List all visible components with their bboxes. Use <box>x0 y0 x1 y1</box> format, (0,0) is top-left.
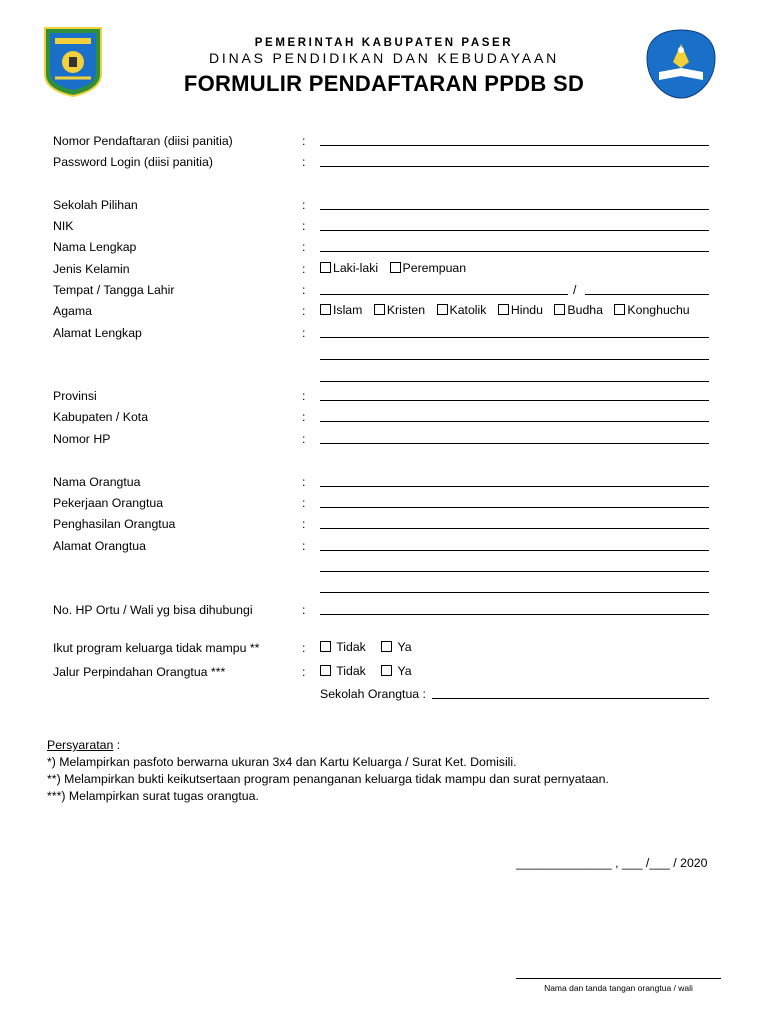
colon: : <box>302 496 306 510</box>
sekolah-orangtua-field[interactable] <box>432 698 709 699</box>
colon: : <box>302 539 306 553</box>
requirements-section <box>47 737 609 805</box>
field-label: No. HP Ortu / Wali yg bisa dihubungi <box>53 603 253 617</box>
gender-male-option[interactable]: Laki-laki <box>320 261 378 275</box>
colon: : <box>302 665 306 679</box>
row-alamat-lengkap <box>0 324 768 344</box>
agama-kristen-option[interactable]: Kristen <box>374 303 425 317</box>
field-label: Pekerjaan Orangtua <box>53 496 164 510</box>
row-alamat-orangtua <box>0 537 768 557</box>
row-agama <box>0 302 768 322</box>
colon: : <box>302 517 306 531</box>
hp-orangtua-field[interactable] <box>320 614 709 615</box>
checkbox[interactable] <box>381 665 392 676</box>
program-options <box>320 640 420 654</box>
signature-line[interactable] <box>516 978 721 979</box>
checkbox[interactable] <box>614 304 625 315</box>
row-jalur-perpindahan <box>0 663 768 683</box>
agama-options <box>320 303 698 317</box>
jalur-ya-option[interactable]: Ya <box>381 664 411 678</box>
row-kabupaten <box>0 408 768 428</box>
signature-caption: Nama dan tanda tangan orangtua / wali <box>544 983 693 993</box>
alamat-lengkap-field-3[interactable] <box>320 381 709 382</box>
colon: : <box>302 603 306 617</box>
checkbox[interactable] <box>381 641 392 652</box>
colon: : <box>302 283 306 297</box>
date-line[interactable]: ______________ , ___ /___ / 2020 <box>516 856 708 870</box>
row-nama-orangtua <box>0 473 768 493</box>
colon: : <box>302 304 306 318</box>
row-sekolah-orangtua <box>0 685 768 705</box>
row-program-keluarga <box>0 639 768 659</box>
row-password-login <box>0 153 768 173</box>
row-nama-lengkap <box>0 238 768 258</box>
colon: : <box>302 475 306 489</box>
row-alamat-lengkap-2 <box>0 346 768 366</box>
jalur-tidak-option[interactable]: Tidak <box>320 664 366 678</box>
agama-konghuchu-option[interactable]: Konghuchu <box>614 303 689 317</box>
checkbox[interactable] <box>498 304 509 315</box>
row-nomor-pendaftaran <box>0 132 768 152</box>
kabupaten-paser-logo <box>43 26 103 98</box>
colon: : <box>302 262 306 276</box>
gender-options <box>320 261 474 275</box>
field-label: Nama Lengkap <box>53 240 137 254</box>
row-alamat-orangtua-3 <box>0 579 768 599</box>
form-title: FORMULIR PENDAFTARAN PPDB SD <box>183 71 585 96</box>
row-provinsi <box>0 387 768 407</box>
agama-budha-option[interactable]: Budha <box>554 303 603 317</box>
kabupaten-field[interactable] <box>320 421 709 422</box>
government-name: PEMERINTAH KABUPATEN PASER <box>254 37 514 49</box>
password-login-field[interactable] <box>320 166 709 167</box>
nik-field[interactable] <box>320 230 709 231</box>
row-sekolah-pilihan <box>0 196 768 216</box>
alamat-orangtua-field-2[interactable] <box>320 571 709 572</box>
program-ya-option[interactable]: Ya <box>381 640 411 654</box>
field-label: Jalur Perpindahan Orangtua *** <box>53 665 226 679</box>
nomor-pendaftaran-field[interactable] <box>320 145 709 146</box>
checkbox[interactable] <box>437 304 448 315</box>
alamat-orangtua-field-1[interactable] <box>320 550 709 551</box>
checkbox[interactable] <box>554 304 565 315</box>
agama-katolik-option[interactable]: Katolik <box>437 303 487 317</box>
field-label: Ikut program keluarga tidak mampu ** <box>53 641 260 655</box>
agama-hindu-option[interactable]: Hindu <box>498 303 543 317</box>
field-label: Password Login (diisi panitia) <box>53 155 213 169</box>
field-label: NIK <box>53 219 74 233</box>
field-label: Alamat Orangtua <box>53 539 146 553</box>
sekolah-orangtua-label: Sekolah Orangtua : <box>320 687 426 701</box>
sekolah-pilihan-field[interactable] <box>320 209 709 210</box>
gender-female-option[interactable]: Perempuan <box>390 261 467 275</box>
ttl-separator: / <box>573 283 577 297</box>
program-tidak-option[interactable]: Tidak <box>320 640 366 654</box>
penghasilan-orangtua-field[interactable] <box>320 528 709 529</box>
colon: : <box>302 240 306 254</box>
checkbox[interactable] <box>320 665 331 676</box>
field-label: Tempat / Tangga Lahir <box>53 283 175 297</box>
row-pekerjaan-orangtua <box>0 494 768 514</box>
pekerjaan-orangtua-field[interactable] <box>320 507 709 508</box>
field-label: Provinsi <box>53 389 97 403</box>
colon: : <box>302 410 306 424</box>
alamat-orangtua-field-3[interactable] <box>320 592 709 593</box>
tut-wuri-handayani-logo <box>645 28 717 100</box>
requirement-item: *) Melampirkan pasfoto berwarna ukuran 3x4 dan Kartu Keluarga / Surat Ket. Domisili. <box>47 755 517 769</box>
field-label: Nomor Pendaftaran (diisi panitia) <box>53 134 233 148</box>
row-hp-orangtua <box>0 601 768 621</box>
row-tempat-tanggal-lahir <box>0 281 768 301</box>
colon: : <box>302 219 306 233</box>
field-label: Sekolah Pilihan <box>53 198 138 212</box>
row-alamat-lengkap-3 <box>0 368 768 388</box>
nama-lengkap-field[interactable] <box>320 251 709 252</box>
checkbox[interactable] <box>320 641 331 652</box>
field-label: Jenis Kelamin <box>53 262 130 276</box>
requirement-item: **) Melampirkan bukti keikutsertaan program penanganan keluarga tidak mampu dan surat pernyataan. <box>47 772 609 786</box>
department-name: DINAS PENDIDIKAN DAN KEBUDAYAAN <box>208 50 559 66</box>
alamat-lengkap-field-2[interactable] <box>320 359 709 360</box>
checkbox[interactable] <box>320 304 331 315</box>
colon: : <box>302 326 306 340</box>
row-nomor-hp <box>0 430 768 450</box>
colon: : <box>302 641 306 655</box>
row-penghasilan-orangtua <box>0 515 768 535</box>
field-label: Penghasilan Orangtua <box>53 517 176 531</box>
field-label: Kabupaten / Kota <box>53 410 149 424</box>
tanggal-lahir-field[interactable] <box>585 294 709 295</box>
colon: : <box>302 432 306 446</box>
tempat-lahir-field[interactable] <box>320 294 568 295</box>
provinsi-field[interactable] <box>320 400 709 401</box>
row-jenis-kelamin <box>0 260 768 280</box>
field-label: Agama <box>53 304 92 318</box>
requirements-heading: Persyaratan : <box>47 738 121 752</box>
colon: : <box>302 134 306 148</box>
field-label: Nomor HP <box>53 432 111 446</box>
checkbox[interactable] <box>390 262 401 273</box>
field-label: Nama Orangtua <box>53 475 141 489</box>
requirement-item: ***) Melampirkan surat tugas orangtua. <box>47 789 259 803</box>
row-nik <box>0 217 768 237</box>
checkbox[interactable] <box>320 262 331 273</box>
alamat-lengkap-field-1[interactable] <box>320 337 709 338</box>
jalur-options <box>320 664 420 678</box>
checkbox[interactable] <box>374 304 385 315</box>
colon: : <box>302 389 306 403</box>
agama-islam-option[interactable]: Islam <box>320 303 362 317</box>
colon: : <box>302 155 306 169</box>
row-alamat-orangtua-2 <box>0 558 768 578</box>
colon: : <box>302 198 306 212</box>
nama-orangtua-field[interactable] <box>320 486 709 487</box>
field-label: Alamat Lengkap <box>53 326 142 340</box>
nomor-hp-field[interactable] <box>320 443 709 444</box>
